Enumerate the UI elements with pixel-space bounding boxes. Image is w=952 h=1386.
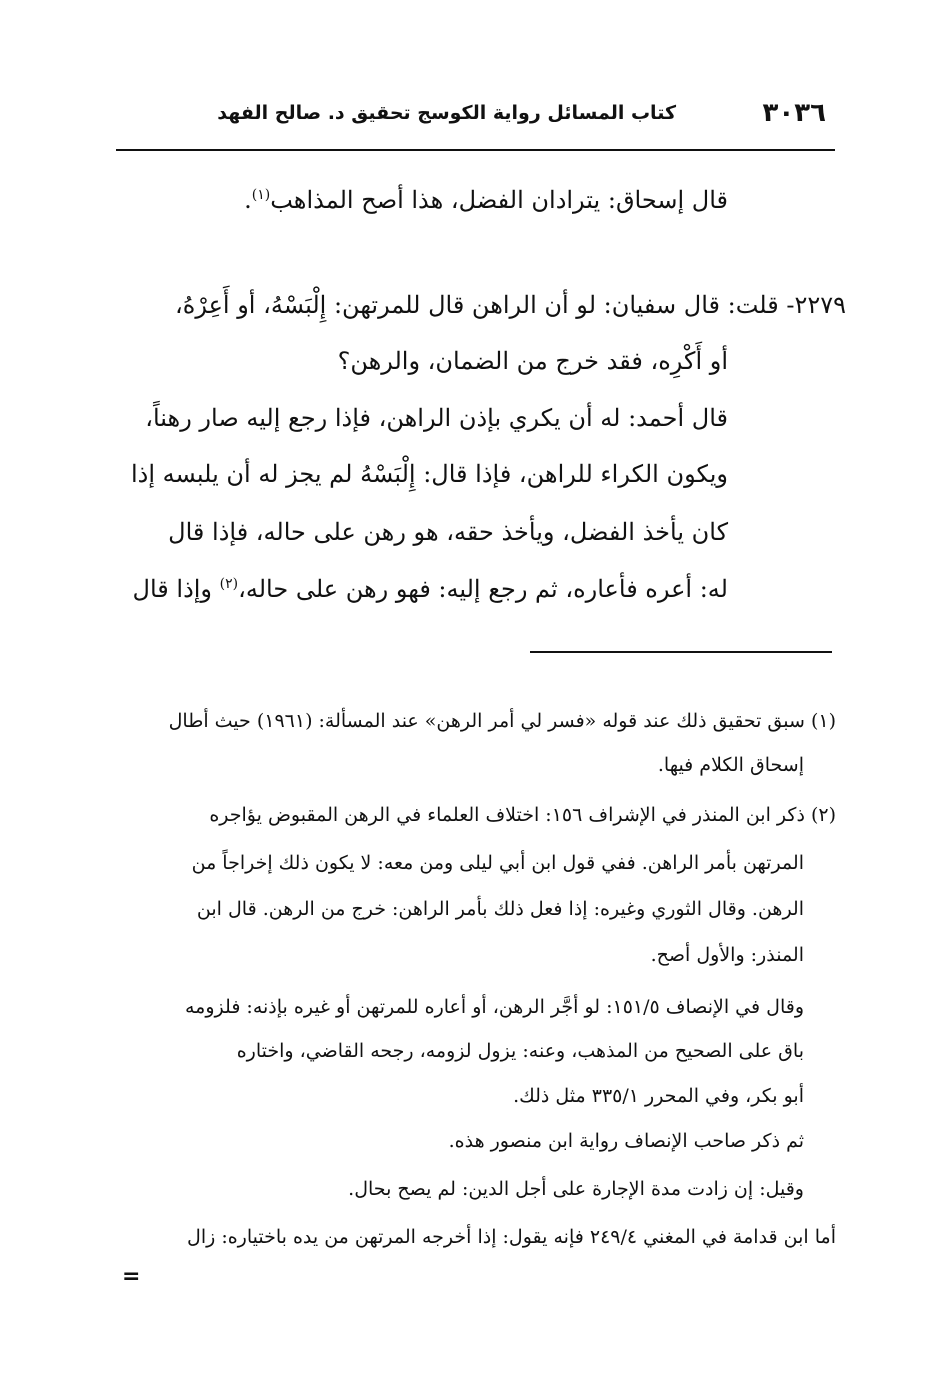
footnote-line: المرتهن بأمر الراهن. ففي قول ابن أبي ليلى ومن معه: لا يكون ذلك إخراجاً من: [191, 852, 804, 874]
running-title: كتاب المسائل رواية الكوسج تحقيق د. صالح الفهد: [217, 102, 676, 124]
footnote-ref: (١): [251, 187, 271, 203]
text-segment: أو أَكْرِه، فقد خرج من الضمان، والرهن؟: [337, 347, 728, 375]
footnote-line: باق على الصحيح من المذهب، وعنه: يزول لزومه، رجحه القاضي، واختاره: [236, 1040, 804, 1062]
text-segment: .: [244, 186, 252, 214]
footnote-line: ثم ذكر صاحب الإنصاف رواية ابن منصور هذه.: [448, 1130, 804, 1152]
footnote-line: أبو بكر، وفي المحرر ٣٣٥/١ مثل ذلك.: [513, 1085, 804, 1107]
footnote-line: (٢) ذكر ابن المنذر في الإشراف ١٥٦: اختلاف العلماء في الرهن المقبوض يؤاجره: [209, 804, 836, 826]
page-number: ٣٠٣٦: [762, 98, 826, 128]
footnote-line: (١) سبق تحقيق ذلك عند قوله «فسر لي أمر الرهن» عند المسألة: (١٩٦١) حيث أطال: [168, 710, 836, 732]
footnotes: [116, 0, 836, 1300]
footnote-line: الرهن. وقال الثوري وغيره: إذا فعل ذلك بأمر الراهن: خرج من الرهن. قال ابن: [196, 898, 804, 920]
text-segment: كان يأخذ الفضل، ويأخذ حقه، هو رهن على حاله، فإذا قال: [168, 518, 728, 546]
footnote-line: المنذر: والأول أصح.: [650, 944, 804, 966]
footnote-line: وقال في الإنصاف ١٥١/٥: لو أجَّر الرهن، أو أعاره للمرتهن أو غيره بإذنه: فلزومه: [185, 996, 804, 1018]
text-segment: قال أحمد: له أن يكري بإذن الراهن، فإذا رجع إليه صار رهناً،: [145, 404, 728, 432]
text-segment: له: أعره فأعاره، ثم رجع إليه: فهو رهن على حاله،: [238, 575, 728, 603]
footnote-ref: (٢): [219, 576, 239, 592]
issue-heading: ٢٢٧٩- قلت: قال سفيان: لو أن الراهن قال للمرتهن: إِلْبَسْهُ، أو أَعِرْهُ،: [175, 291, 846, 319]
footnote-line: وقيل: إن زادت مدة الإجارة على أجل الدين: لم يصح بحال.: [348, 1178, 804, 1200]
footnote-line: أما ابن قدامة في المغني ٢٤٩/٤ فإنه يقول: إذا أخرجه المرتهن من يده باختياره: زال: [187, 1226, 836, 1248]
continuation-mark: =: [122, 1264, 141, 1289]
text-segment: وإذا قال: [132, 575, 220, 603]
footnote-line: إسحاق الكلام فيها.: [657, 754, 804, 776]
text-segment: ويكون الكراء للراهن، فإذا قال: إِلْبَسْهُ لم يجز له أن يلبسه إذا: [130, 460, 728, 488]
text-segment: قال إسحاق: يترادان الفضل، هذا أصح المذاهب: [270, 186, 728, 214]
